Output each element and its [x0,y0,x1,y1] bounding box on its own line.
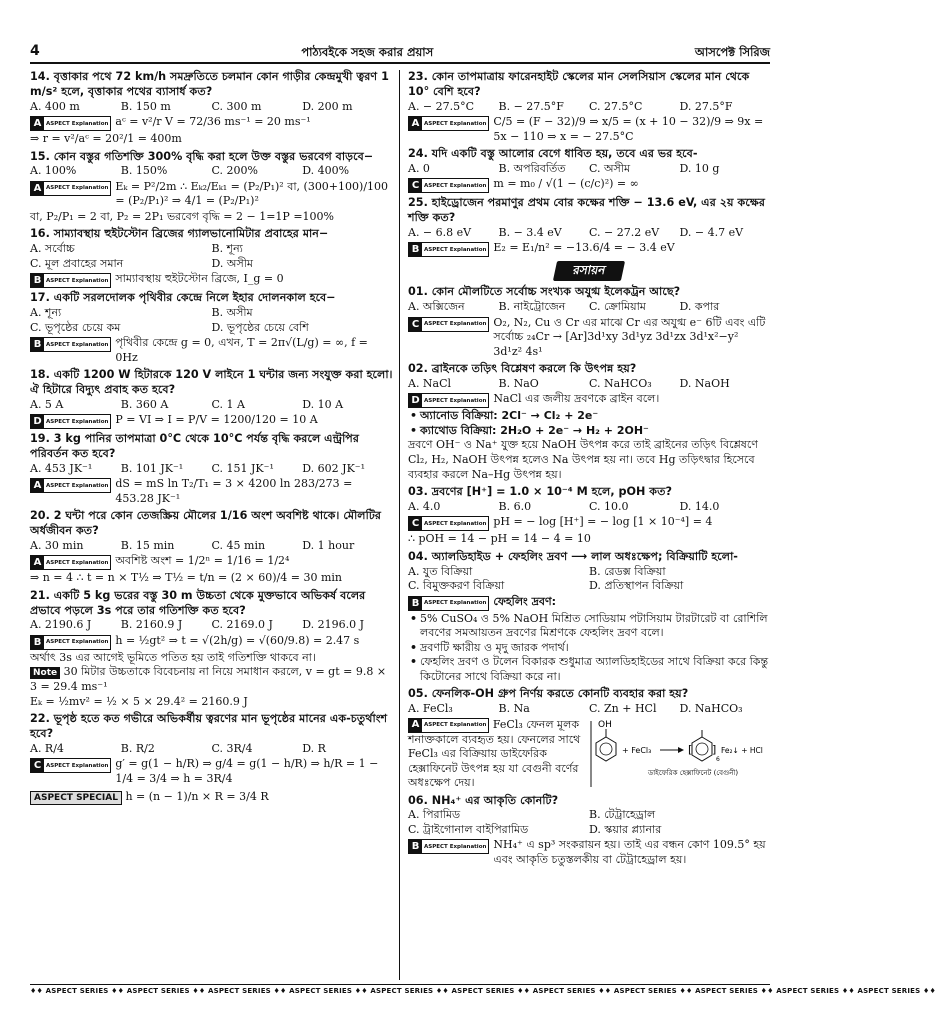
question-15 [30,150,393,225]
option-b: B. − 27.5°F [498,99,564,113]
option-b: B. টেট্রাহেড্রাল [589,808,656,822]
answer-letter: D [31,415,44,428]
answer-letter: B [409,243,422,256]
answer-letter: A [31,556,44,569]
solution-line: অর্থাৎ 3s এর আগেই ভূমিতে পতিত হয় তাই গতিশক্তি থাকবে না। [30,650,316,664]
question-text: 19. 3 kg পানির তাপমাত্রা 0°C থেকে 10°C পর্যন্ত বৃদ্ধি করলে এন্ট্রপির পরিবর্তন কত হবে? [30,432,360,460]
question-text: 22. ভূপৃষ্ঠ হতে কত গভীরে অভিকর্ষীয় ত্বরণের মান ভূপৃষ্ঠের মানের এক-চতুর্থাংশ হবে? [30,712,388,741]
solution [408,595,770,611]
solution [30,115,393,131]
option-a: A. অক্সিজেন [408,300,465,314]
badge-tag: ASPECT Explanation [424,321,487,328]
benzene-circle-icon [600,743,612,755]
bracket-open: [ [687,742,693,756]
product-caption: ডাইফেরিক হেক্সাফিনেট (বেগুনী) [647,768,738,777]
bullet-list [408,612,770,685]
question-text: 17. একটি সরলদোলক পৃথিবীর কেন্দ্রে নিলে ইহার দোলনকাল হবে− [30,291,336,305]
option-d: D. 10 A [302,397,344,411]
solution-line: Eₖ = ½mv² = ½ × 5 × 29.4² = 2160.9 J [30,694,248,708]
option-c: C. ভূপৃষ্ঠের চেয়ে কম [30,320,121,334]
option-a: A. 5 A [30,397,64,411]
option-c: C. ক্রোমিয়াম [589,300,646,314]
subject-heading [408,261,770,281]
bullet-item: • ফেহলিং দ্রবণ ও টলেন বিকারক শুধুমাত্র অ্যালডিহাইডের সাথে বিক্রিয়া করে কিন্তু কিটোনের সাথে বিক্রিয়া করে না। [408,655,770,684]
header-tagline: পাঠ্যবইকে সহজ করার প্রয়াস [301,44,434,59]
option-c: C. 200% [211,164,258,178]
badge-tag: ASPECT Explanation [424,182,487,189]
question-16 [30,227,393,288]
answer-letter: A [409,117,422,130]
option-a: A. − 6.8 eV [408,225,472,239]
answer-letter: B [409,597,422,610]
option-a: A. শূন্য [30,306,62,320]
option-c: C. 151 JK⁻¹ [211,461,274,475]
option-c: C. 1 A [211,397,245,411]
option-d: D. প্রতিস্থাপন বিক্রিয়া [589,579,684,593]
solution [30,554,393,570]
solution [408,241,770,257]
solution-line: NH₄⁺ এ sp³ সংকরায়ন হয়। তাই এর বন্ধন কোণ 109.5° হয় এবং আকৃতি চতুস্তলকীয় বা টেট্রাহেড্রাল হয়। [493,838,766,866]
phenol-explanation [408,717,770,791]
option-d: D. 14.0 [679,499,720,513]
badge-tag: ASPECT Explanation [46,341,109,348]
page-footer: ♦♦ ASPECT SERIES ♦♦ ASPECT SERIES ♦♦ ASPECT SERIES ♦♦ ASPECT SERIES ♦♦ ASPECT SERIES ♦♦ ASPECT SERIES ♦♦ ASPECT SERIES ♦♦ ASPECT SERIES ♦♦ ASPECT SERIES ♦♦ ASPECT SERIES ♦♦ ASPECT SERIES ♦♦ [30,984,770,996]
question-17 [30,291,393,365]
option-b: B. নাইট্রোজেন [498,300,566,314]
option-b: B. R/2 [120,741,155,755]
answer-badge [408,178,489,193]
solution-line: ফেহলিং দ্রবণ: [493,594,557,608]
subject-title: রসায়ন [553,261,625,281]
product-label: Fe₂↓ + HCl [720,745,763,755]
question-text: 16. সাম্যাবস্থায় হুইটস্টোন ব্রিজের গ্যালভানোমিটার প্রবাহের মান− [30,227,329,241]
badge-tag: ASPECT Explanation [424,120,487,127]
oh-label: OH [597,719,612,730]
solution-line: E₂ = E₁/n² = −13.6/4 = − 3.4 eV [493,241,675,255]
answer-letter: A [31,117,44,130]
badge-tag: ASPECT Explanation [46,639,109,646]
answer-letter: B [31,274,44,287]
options [30,742,393,757]
option-b: B. 150% [120,164,168,178]
bracket-close: ] [711,742,717,756]
options [408,702,770,717]
question-text: 01. কোন মৌলটিতে সর্বোচ্চ সংখ্যক অযুগ্ম ইলেকট্রন আছে? [408,285,681,299]
badge-tag: ASPECT Explanation [46,559,109,566]
bullet-item: • 5% CuSO₄ ও 5% NaOH মিশ্রিত সোডিয়াম পটাসিয়াম টারটারেট বা রোশিলি লবণের সমআয়তন দ্রবণের মিশ্রণকে ফেহলিং দ্রবণ বলে। [408,612,770,641]
chem-question-04 [408,550,770,684]
option-a: A. 400 m [30,99,80,113]
answer-badge [30,478,111,493]
answer-letter: B [31,338,44,351]
content-columns [30,70,770,980]
solution-line: ∴ pOH = 14 − pH = 14 − 4 = 10 [408,532,591,546]
answer-badge [30,116,111,131]
solution-line: C/5 = (F − 32)/9 ⇒ x/5 = (x + 10 − 32)/9 ⇒ 9x = 5x − 110 ⇒ x = − 27.5°C [493,115,764,143]
answer-badge [30,758,111,773]
solution [408,115,770,144]
options [30,462,393,477]
question-text: 25. হাইড্রোজেন পরমাণুর প্রথম বোর কক্ষের শক্তি − 13.6 eV, এর ২য় কক্ষের শক্তি কত? [408,196,766,225]
option-d: D. NaHCO₃ [679,702,743,716]
question-text: 04. অ্যালডিহাইড + ফেহলিং দ্রবণ ⟶ লাল অধঃক্ষেপ; বিক্রিয়াটি হলো- [408,549,738,563]
solution-line: পৃথিবীর কেন্দ্রে g = 0, এখন, T = 2π√(L/g) = ∞, f = 0Hz [115,336,368,364]
question-21 [30,589,393,710]
option-b: B. 6.0 [498,499,532,513]
option-a: A. যুত বিক্রিয়া [408,564,473,578]
question-text: 20. 2 ঘন্টা পরে কোন তেজস্ক্রিয় মৌলের 1/16 অংশ অবশিষ্ট থাকে। মৌলটির অর্ধজীবন কত? [30,509,382,538]
option-c: C. Zn + HCl [589,702,657,716]
solution [30,336,393,365]
badge-tag: ASPECT Explanation [46,120,109,127]
options [408,226,770,241]
option-a: A. 0 [408,161,430,175]
option-a: A. 30 min [30,538,84,552]
answer-letter: C [409,318,422,331]
bullet-list [408,409,770,438]
option-d: D. 602 JK⁻¹ [302,461,366,475]
question-22 [30,712,393,805]
question-text: 18. একটি 1200 W হিটারকে 120 V লাইনে 1 ঘন্টার জন্য সংযুক্ত করা হলো। ঐ হিটারে বিদ্যুৎ প্রবাহ কত হবে? [30,368,393,396]
solution-line: pH = − log [H⁺] = − log [1 × 10⁻⁴] = 4 [493,515,713,529]
solution [408,838,770,867]
answer-letter: B [31,636,44,649]
series-name: আসপেক্ট সিরিজ [694,44,770,59]
option-d: D. NaOH [679,376,730,390]
answer-letter: B [409,840,422,853]
answer-letter: A [31,182,44,195]
question-text: 03. দ্রবণের [H⁺] = 1.0 × 10⁻⁴ M হলে, pOH কত? [408,485,672,499]
option-b: B. NaO [498,376,539,390]
solution [30,272,393,288]
badge-tag: ASPECT Explanation [46,277,109,284]
badge-tag: ASPECT Explanation [424,843,487,850]
option-b: B. 360 A [120,397,169,411]
options [30,539,393,554]
solution-line: দ্রবণে OH⁻ ও Na⁺ যুক্ত হয়ে NaOH উৎপন্ন করে তাই ব্রাইনের তড়িৎ বিশ্লেষণে Cl₂, H₂, NaOH উৎপন্ন হলেও Na উৎপন্ন হয় না। তবে Hg তড়িৎদ্বার হিসেবে ব্যবহার করলে Na–Hg উৎপন্ন হয়। [408,438,758,481]
option-c: C. − 27.2 eV [589,225,660,239]
chem-question-06 [408,794,770,868]
solution [30,180,393,209]
option-b: B. 150 m [120,99,171,113]
question-text: 21. একটি 5 kg ভরের বস্তু 30 m উচ্চতা থেকে মুক্তভাবে অভিকর্ষ বলের প্রভাবে পড়লে 3s পরে তার গতিশক্তি কত হবে? [30,588,366,617]
solution-line: g′ = g(1 − h/R) ⇒ g/4 = g(1 − h/R) ⇒ h/R = 1 − 1/4 = 3/4 ⇒ h = 3R/4 [115,757,379,785]
answer-badge [30,181,111,196]
solution [30,477,393,506]
badge-tag: ASPECT Explanation [424,722,487,729]
options [30,618,393,633]
solution-line: NaCl এর জলীয় দ্রবণকে ব্রাইন বলে। [493,392,660,406]
option-d: D. 1 hour [302,538,355,552]
question-24 [408,147,770,193]
option-d: D. অসীম [211,256,253,270]
option-c: C. 45 min [211,538,266,552]
option-d: D. স্কয়ার প্ল্যানার [589,822,662,836]
option-b: B. Na [498,702,530,716]
solution-line: সাম্যাবস্থায় হুইটস্টোন ব্রিজে, I_g = 0 [115,272,284,286]
phenol-reaction-diagram [588,717,764,789]
solution [408,316,770,360]
options [408,500,770,515]
solution-line: অবশিষ্ট অংশ = 1/2ⁿ = 1/16 = 1/2⁴ [115,554,290,568]
question-text: 05. ফেনলিক-OH গ্রুপ নির্ণয় করতে কোনটি ব্যবহার করা হয়? [408,687,689,701]
answer-badge [408,242,489,257]
product-circle-icon [696,743,708,755]
solution-line: Eₖ = P²/2m ∴ Eₖ₂/Eₖ₁ = (P₂/P₁)² বা, (300+100)/100 = (P₂/P₁)² ⇒ 4/1 = (P₂/P₁)² [115,179,389,208]
option-d: D. 2196.0 J [302,618,365,632]
option-b: B. 2160.9 J [120,618,183,632]
option-b: B. 15 min [120,538,175,552]
answer-letter: C [409,517,422,530]
option-d: D. 200 m [302,99,353,113]
answer-badge [30,555,111,570]
left-column [30,70,400,980]
option-c: C. 300 m [211,99,262,113]
option-c: C. মূল প্রবাহের সমান [30,256,124,270]
option-c: C. অসীম [589,161,631,175]
option-b: B. রেডক্স বিক্রিয়া [589,564,666,578]
page-header [30,44,770,64]
solution [30,634,393,650]
answer-letter: C [409,179,422,192]
question-14 [30,70,393,147]
badge-tag: ASPECT Explanation [46,762,109,769]
option-d: D. ভূপৃষ্ঠের চেয়ে বেশি [211,320,309,334]
badge-tag: ASPECT Explanation [424,397,487,404]
question-text: 23. কোন তাপমাত্রায় ফারেনহাইট স্কেলের মান সেলসিয়াস স্কেলের মান থেকে 10° বেশি হবে? [408,70,750,98]
question-text: 15. কোন বস্তুর গতিশক্তি 300% বৃদ্ধি করা হলে উক্ত বস্তুর ভরবেগ বাড়বে− [30,149,374,163]
option-d: D. 400% [302,164,350,178]
badge-tag: ASPECT Explanation [46,185,109,192]
option-c: C. 2169.0 J [211,618,273,632]
options [408,565,770,594]
special-text: h = (n − 1)/n × R = 3/4 R [125,790,269,804]
question-25 [408,196,770,257]
answer-badge [30,414,111,429]
options [408,100,770,115]
answer-letter: A [409,719,422,732]
option-b: B. − 3.4 eV [498,225,562,239]
option-c: C. 10.0 [589,499,629,513]
option-d: D. 27.5°F [679,99,733,113]
badge-tag: ASPECT Explanation [424,246,487,253]
answer-badge [408,393,489,408]
question-text: 02. ব্রাইনকে তড়িৎ বিশ্লেষণ করলে কি উৎপন্ন হয়? [408,362,637,376]
chem-question-05 [408,687,770,790]
options [30,242,393,271]
answer-letter: A [31,479,44,492]
arrow-head-icon [678,747,684,753]
badge-tag: ASPECT Explanation [424,600,487,607]
answer-badge [408,317,489,332]
benzene-ring-icon [596,737,616,761]
question-text: 24. যদি একটি বস্তু আলোর বেগে ধাবিত হয়, তবে এর ভর হবে- [408,147,698,161]
page-number: 4 [30,42,40,59]
question-18 [30,368,393,429]
option-c: C. 3R/4 [211,741,253,755]
question-20 [30,509,393,586]
question-23 [408,70,770,144]
option-a: A. 2190.6 J [30,618,92,632]
solution [30,413,393,429]
product-ring-icon [692,737,712,761]
options [408,300,770,315]
chem-question-01 [408,285,770,359]
solution-line: FeCl₃ ফেনল মূলক শনাক্তকালে ব্যবহৃত হয়। ফেনলের সাথে FeCl₃ এর বিক্রিয়ায় ডাইফেরিক হেক্সাফিনেট উৎপন্ন হয় যা বেগুনী বর্ণের অধঃক্ষেপ দেয়। [408,717,581,790]
question-19 [30,432,393,506]
question-text: 06. NH₄⁺ এর আকৃতি কোনটি? [408,793,559,807]
solution-line: dS = mS ln T₂/T₁ = 3 × 4200 ln 283/273 = 453.28 JK⁻¹ [115,477,353,505]
option-b: B. অপরিবর্তিত [498,161,566,175]
phenol-text [408,717,582,791]
option-a: A. 453 JK⁻¹ [30,461,93,475]
option-b: B. 101 JK⁻¹ [120,461,184,475]
note-label: Note [30,667,60,679]
options [30,306,393,335]
option-d: D. কপার [679,300,720,314]
option-a: A. FeCl₃ [408,702,453,716]
option-c: C. NaHCO₃ [589,376,652,390]
option-a: A. 4.0 [408,499,441,513]
answer-badge [408,839,489,854]
right-column [400,70,770,980]
solution [408,392,770,408]
answer-badge [30,273,111,288]
answer-badge [30,635,111,650]
answer-letter: D [409,394,422,407]
chem-question-02 [408,362,770,482]
option-c: C. ট্রাইগোনাল বাইপিরামিড [408,822,529,836]
option-a: A. R/4 [30,741,64,755]
option-c: C. বিমুক্তকরণ বিক্রিয়া [408,579,505,593]
badge-tag: ASPECT Explanation [46,418,109,425]
solution-line: h = ½gt² ⇒ t = √(2h/g) = √(60/9.8) = 2.47 s [115,633,360,647]
reagent-label: + FeCl₃ [621,745,652,755]
answer-letter: C [31,759,44,772]
question-text: 14. বৃত্তাকার পথে 72 km/h সমদ্রুতিতে চলমান কোন গাড়ীর কেন্দ্রমুখী ত্বরণ 1 m/s² হলে, বৃত্তাকার পথের ব্যাসার্ধ কত? [30,70,389,98]
note-line [30,665,393,694]
badge-tag: ASPECT Explanation [46,482,109,489]
option-a: A. NaCl [408,376,452,390]
solution-line: ⇒ r = v²/aᶜ = 20²/1 = 400m [30,132,182,146]
solution-line: P = VI ⇒ I = P/V = 1200/120 = 10 A [115,413,318,427]
answer-badge [408,516,489,531]
option-d: D. R [302,741,326,755]
answer-badge [408,718,489,733]
note-text: 30 মিটার উচ্চতাকে বিবেচনায় না নিয়ে সমাধান করলে, v = gt = 9.8 × 3 = 29.4 ms⁻¹ [30,665,387,694]
solution-line: m = m₀ / √(1 − (c/c)²) = ∞ [493,177,639,191]
solution [408,177,770,193]
option-a: A. পিরামিড [408,808,461,822]
subscript-label: 6 [715,755,720,763]
option-b: B. শূন্য [211,242,243,256]
option-d: D. − 4.7 eV [679,225,744,239]
special-label: ASPECT SPECIAL [30,791,122,805]
options [30,398,393,413]
solution-line: O₂, N₂, Cu ও Cr এর মাঝে Cr এর অযুগ্ম e⁻ 6টি এবং এটি সর্বোচ্চ ₂₄Cr → [Ar]3d¹xy 3d¹yz 3d¹zx 3d¹x²−y² 3d¹z² 4s¹ [493,315,766,358]
bullet-item: • দ্রবণটি ক্ষারীয় ও মৃদু জারক পদার্থ। [408,641,770,656]
solution-line: ⇒ n = 4 ∴ t = n × T½ ⇒ T½ = t/n = (2 × 60)/4 = 30 min [30,571,342,585]
solution [408,515,770,531]
option-c: C. 27.5°C [589,99,643,113]
solution-line: বা, P₂/P₁ = 2 বা, P₂ = 2P₁ ভরবেগ বৃদ্ধি = 2 − 1=1P =100% [30,209,334,223]
options [30,100,393,115]
solution-line: aᶜ = v²/r V = 72/36 ms⁻¹ = 20 ms⁻¹ [115,115,311,129]
options [408,377,770,392]
options [30,164,393,179]
answer-badge [408,596,489,611]
special-line [30,790,393,805]
option-a: A. − 27.5°C [408,99,475,113]
answer-badge [30,337,111,352]
option-a: A. 100% [30,164,77,178]
badge-tag: ASPECT Explanation [424,520,487,527]
options [408,808,770,837]
bullet-item: • ক্যাথোড বিক্রিয়া: 2H₂O + 2e⁻ → H₂ + 2OH⁻ [408,424,770,439]
options [408,162,770,177]
chem-question-03 [408,485,770,547]
option-d: D. 10 g [679,161,720,175]
answer-badge [408,116,489,131]
bullet-item: • অ্যানোড বিক্রিয়া: 2Cl⁻ → Cl₂ + 2e⁻ [408,409,770,424]
option-a: A. সর্বোচ্চ [30,242,75,256]
option-b: B. অসীম [211,306,253,320]
solution [30,757,393,786]
